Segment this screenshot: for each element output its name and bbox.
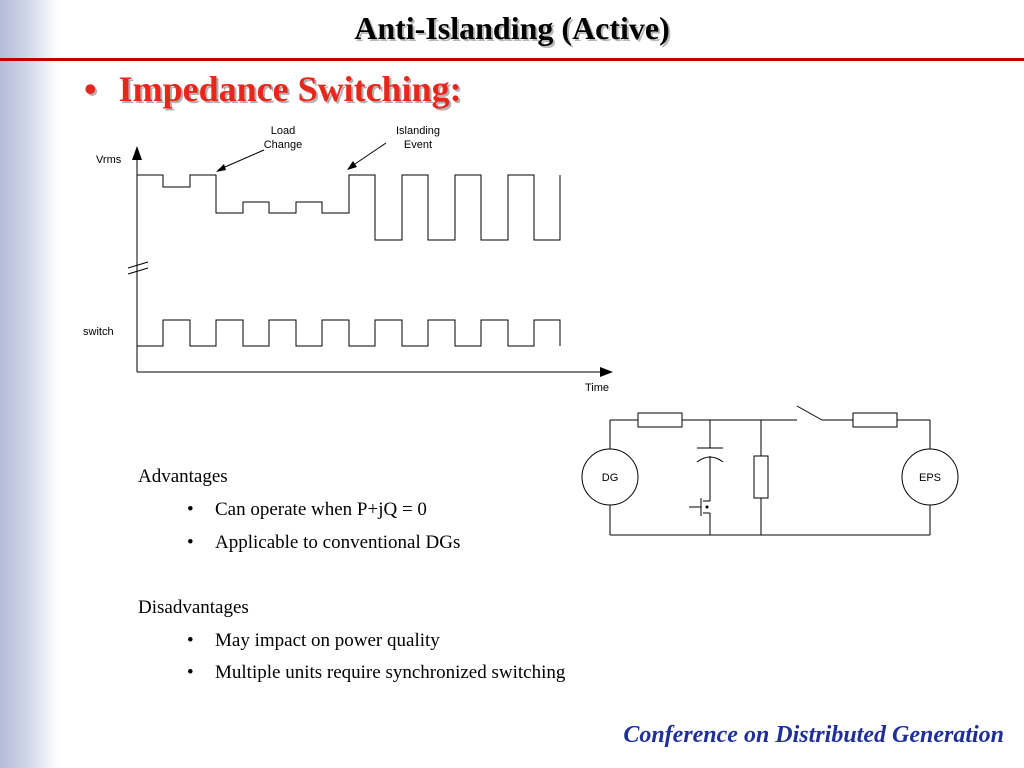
axis-break-mark — [128, 268, 148, 274]
footer-conference-name: Conference on Distributed Generation — [623, 722, 1004, 748]
resistor-top-right — [853, 413, 897, 427]
transistor-dot — [706, 506, 709, 509]
vrms-waveform — [137, 175, 560, 240]
resistor-top-left — [638, 413, 682, 427]
dg-label: DG — [601, 472, 619, 484]
advantages-item-text: Applicable to conventional DGs — [215, 532, 461, 553]
y-axis-arrow — [132, 146, 142, 160]
heading-bullet: • — [84, 69, 97, 109]
vrms-label: Vrms — [96, 154, 122, 166]
bullet: • — [187, 499, 194, 520]
islanding-arrowhead — [347, 161, 357, 170]
x-axis-arrow — [600, 367, 613, 377]
islanding-event-label-line1: Islanding — [395, 125, 441, 137]
advantages-title: Advantages — [138, 466, 228, 487]
breaker-switch — [797, 406, 822, 420]
circuit — [582, 406, 958, 535]
slide-title: Anti-Islanding (Active) — [354, 10, 670, 46]
heading-text: Impedance Switching: — [118, 69, 462, 109]
time-label: Time — [585, 382, 610, 394]
switch-label: switch — [83, 326, 114, 338]
bullet: • — [187, 532, 194, 553]
switch-waveform — [137, 320, 560, 346]
disadvantages-item — [187, 630, 440, 652]
advantages-item — [187, 532, 460, 554]
advantages-item-text: Can operate when P+jQ = 0 — [215, 499, 427, 520]
load-change-arrowhead — [216, 164, 226, 172]
eps-label: EPS — [918, 472, 942, 484]
disadvantages-title: Disadvantages — [138, 597, 249, 618]
disadvantages-item-text: Multiple units require synchronized switching — [215, 662, 566, 683]
disadvantages-item-text: May impact on power quality — [215, 630, 440, 651]
load-change-label-line1: Load — [270, 125, 296, 137]
disadvantages-item — [187, 662, 565, 684]
bullet: • — [187, 630, 194, 651]
advantages-item — [187, 499, 427, 521]
islanding-event-label-line2: Event — [403, 139, 433, 151]
load-change-label-line2: Change — [263, 139, 303, 151]
axis-break-mark — [128, 262, 148, 268]
resistor-load — [754, 456, 768, 498]
bullet: • — [187, 662, 194, 683]
